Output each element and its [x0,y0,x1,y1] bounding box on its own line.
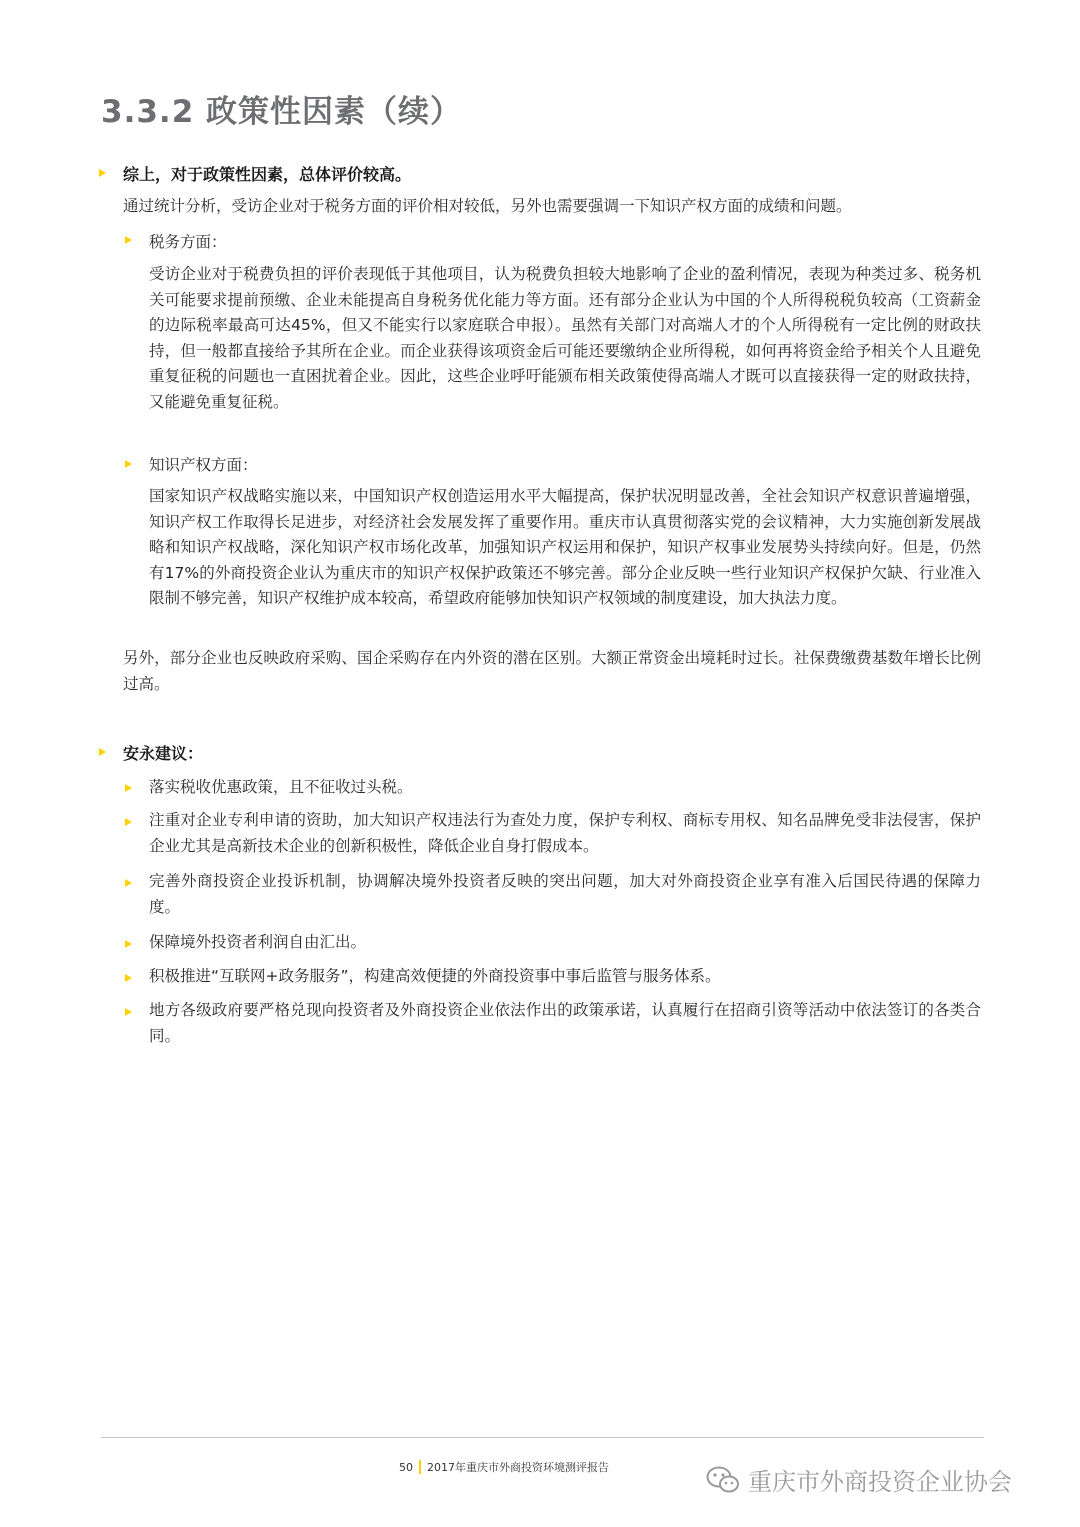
watermark-text: 重庆市外商投资企业协会 [748,1468,1012,1496]
bullet-arrow-icon [99,748,106,756]
footer-divider [101,1437,984,1438]
bullet-arrow-icon [99,169,106,177]
bullet-arrow-icon [125,974,132,982]
bullet-arrow-icon [125,460,132,468]
section-heading-recommendations: 安永建议： [123,744,204,763]
recommendation-item: 完善外商投资企业投诉机制，协调解决境外投资者反映的突出问题，加大对外商投资企业享有准入后国民待遇的保障力度。 [149,872,981,916]
footer [399,1459,609,1475]
page-number: 50 [399,1460,413,1474]
report-title: 2017年重庆市外商投资环境测评报告 [427,1461,609,1474]
bullet-arrow-icon [125,879,132,887]
section-heading-summary: 综上，对于政策性因素，总体评价较高。 [123,165,412,184]
recommendation-item: 注重对企业专利申请的资助，加大知识产权违法行为查处力度，保护专利权、商标专用权、知名品牌免受非法侵害，保护企业尤其是高新技术企业的创新积极性，降低企业自身打假成本。 [149,811,981,855]
recommendation-item: 积极推进“互联网+政务服务”，构建高效便捷的外商投资事中事后监管与服务体系。 [149,967,721,985]
bullet-arrow-icon [125,1008,132,1016]
ip-label: 知识产权方面： [149,456,258,474]
tax-label: 税务方面： [149,233,227,251]
watermark [706,1462,1012,1497]
recommendation-item: 保障境外投资者利润自由汇出。 [149,933,367,951]
bullet-arrow-icon [125,818,132,826]
recommendation-item: 落实税收优惠政策，且不征收过头税。 [149,778,413,796]
ip-paragraph: 国家知识产权战略实施以来，中国知识产权创造运用水平大幅提高，保护状况明显改善，全社会知识产权意识普遍增强，知识产权工作取得长足进步，对经济社会发展发挥了重要作用。重庆市认真贯彻落实党的会议精神，大力实施创新发展战略和知识产权战略，深化知识产权市场化改革，加强知识产权运用和保护，知识产权事业发展势头持续向好。但是，仍然有17%的外商投资企业认为重庆市的知识产权保护政策还不够完善。部分企业反映一些行业知识产权保护欠缺、行业准入限制不够完善，知识产权维护成本较高，希望政府能够加快知识产权领域的制度建设，加大执法力度。 [149,487,981,607]
bullet-arrow-icon [125,784,132,792]
tax-paragraph: 受访企业对于税费负担的评价表现低于其他项目，认为税费负担较大地影响了企业的盈利情况，表现为种类过多、税务机关可能要求提前预缴、企业未能提高自身税务优化能力等方面。还有部分企业认为中国的个人所得税税负较高（工资薪金的边际税率最高可达45%，但又不能实行以家庭联合申报）。虽然有关部门对高端人才的个人所得税有一定比例的财政扶持，但一般都直接给予其所在企业。而企业获得该项资金后可能还要缴纳企业所得税，如何再将资金给予相关个人且避免重复征税的问题也一直困扰着企业。因此，这些企业呼吁能颁布相关政策使得高端人才既可以直接获得一定的财政扶持，又能避免重复征税。 [149,265,981,411]
bullet-arrow-icon [125,940,132,948]
wechat-icon [706,1466,740,1494]
page-title: 3.3.2 政策性因素（续） [101,94,463,130]
footer-separator [419,1460,421,1474]
intro-paragraph: 通过统计分析，受访企业对于税务方面的评价相对较低，另外也需要强调一下知识产权方面的成绩和问题。 [123,197,852,215]
bullet-arrow-icon [125,236,132,244]
other-paragraph: 另外，部分企业也反映政府采购、国企采购存在内外资的潜在区别。大额正常资金出境耗时过长。社保费缴费基数年增长比例过高。 [123,649,981,693]
recommendation-item: 地方各级政府要严格兑现向投资者及外商投资企业依法作出的政策承诺，认真履行在招商引资等活动中依法签订的各类合同。 [149,1001,981,1045]
